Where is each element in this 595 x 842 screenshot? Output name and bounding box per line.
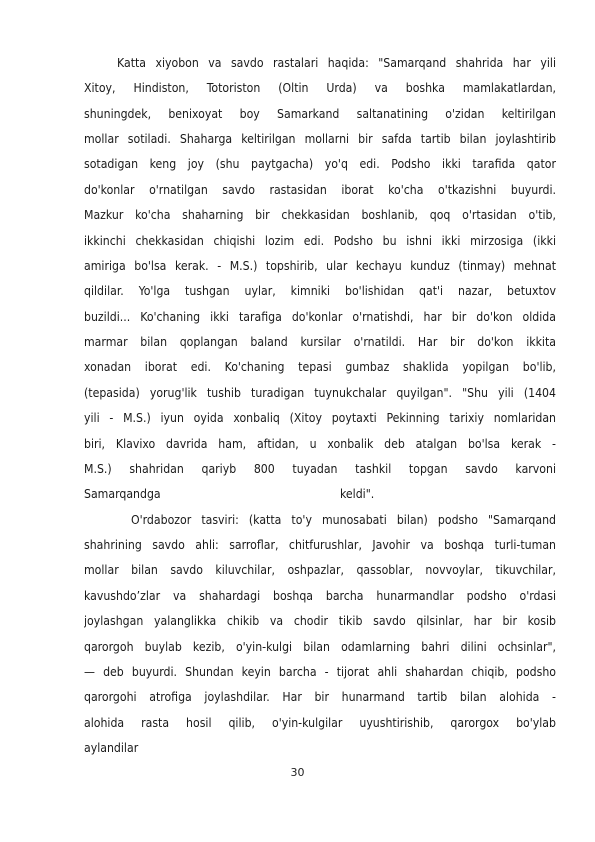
text-line: do'konlar o'rnatilgan savdo rastasidan iborat ko'cha o'tkazishni buyurdi. bbox=[84, 182, 556, 197]
text-line: qarorgohi atrofiga joylashdilar. Har bir hunarmand tartib bilan alohida - bbox=[84, 690, 556, 705]
closing-left-word: Samarqandga bbox=[84, 487, 161, 502]
text-line: shuningdek, benixoyat boy Samarkand saltanatining o'zidan keltirilgan bbox=[84, 106, 556, 121]
text-line-closing bbox=[84, 486, 556, 503]
text-line: mollar bilan savdo kiluvchilar, oshpazlar, qassoblar, novvoylar, tikuvchilar, bbox=[84, 563, 556, 578]
text-line: yili - M.S.) iyun oyida xonbaliq (Xitoy poytaxti Pekinning tarixiy nomlaridan bbox=[84, 411, 556, 426]
text-line: M.S.) shahridan qariyb 800 tuyadan tashkil topgan savdo karvoni bbox=[84, 461, 556, 476]
text-line: aylandilar bbox=[84, 741, 139, 755]
text-line: amiriga bo'lsa kerak. - M.S.) topshirib, ular kechayu kunduz (tinmay) mehnat bbox=[84, 258, 556, 273]
text-line: Katta xiyobon va savdo rastalari haqida: "Samarqand shahrida har yili bbox=[117, 56, 556, 70]
text-line: mollar sotiladi. Shaharga keltirilgan mollarni bir safda tartib bilan joylashtirib bbox=[84, 132, 556, 147]
text-line: joylashgan yalanglikka chikib va chodir tikib savdo qilsinlar, har bir kosib bbox=[84, 614, 556, 629]
text-line: xonadan iborat edi. Ko'chaning tepasi gumbaz shaklida yopilgan bo'lib, bbox=[84, 360, 556, 375]
text-line: qarorgoh buylab kezib, o'yin-kulgi bilan odamlarning bahri dilini ochsinlar", bbox=[84, 639, 556, 654]
page-number: 30 bbox=[290, 766, 305, 779]
text-line: (tepasida) yorug'lik tushib turadigan tuynukchalar quyilgan". "Shu yili (1404 bbox=[84, 385, 556, 400]
text-line: alohida rasta hosil qilib, o'yin-kulgilar uyushtirishib, qarorgox bo'ylab bbox=[84, 715, 556, 730]
text-line: O'rdabozor tasviri: (katta to'y munosabati bilan) podsho "Samarqand bbox=[131, 512, 556, 527]
text-line: — deb buyurdi. Shundan keyin barcha - tijorat ahli shahardan chiqib, podsho bbox=[84, 664, 556, 679]
text-line: Mazkur ko'cha shaharning bir chekkasidan boshlanib, qoq o'rtasidan o'tib, bbox=[84, 208, 556, 223]
text-line: sotadigan keng joy (shu paytgacha) yo'q edi. Podsho ikki tarafida qator bbox=[84, 157, 556, 172]
text-line: qildilar. Yo'lga tushgan uylar, kimniki bo'lishidan qat'i nazar, betuxtov bbox=[84, 284, 556, 299]
text-line: marmar bilan qoplangan baland kursilar o'rnatildi. Har bir do'kon ikkita bbox=[84, 335, 556, 350]
text-line: kavushdo’zlar va shahardagi boshqa barcha hunarmandlar podsho o'rdasi bbox=[84, 588, 556, 603]
text-line: ikkinchi chekkasidan chiqishi lozim edi. Podsho bu ishni ikki mirzosiga (ikki bbox=[84, 233, 556, 248]
closing-right-word: keldi". bbox=[340, 487, 375, 502]
text-line: buzildi... Ko'chaning ikki tarafiga do'konlar o'rnatishdi, har bir do'kon oldida bbox=[84, 309, 556, 324]
text-line: Xitoy, Hindiston, Totoriston (Oltin Urda) va boshka mamlakatlardan, bbox=[84, 81, 556, 96]
text-line: biri, Klavixo davrida ham, aftidan, u xonbalik deb atalgan bo'lsa kerak - bbox=[84, 436, 556, 451]
text-line: shahrining savdo ahli: sarroflar, chitfurushlar, Javohir va boshqa turli-tuman bbox=[84, 538, 556, 553]
